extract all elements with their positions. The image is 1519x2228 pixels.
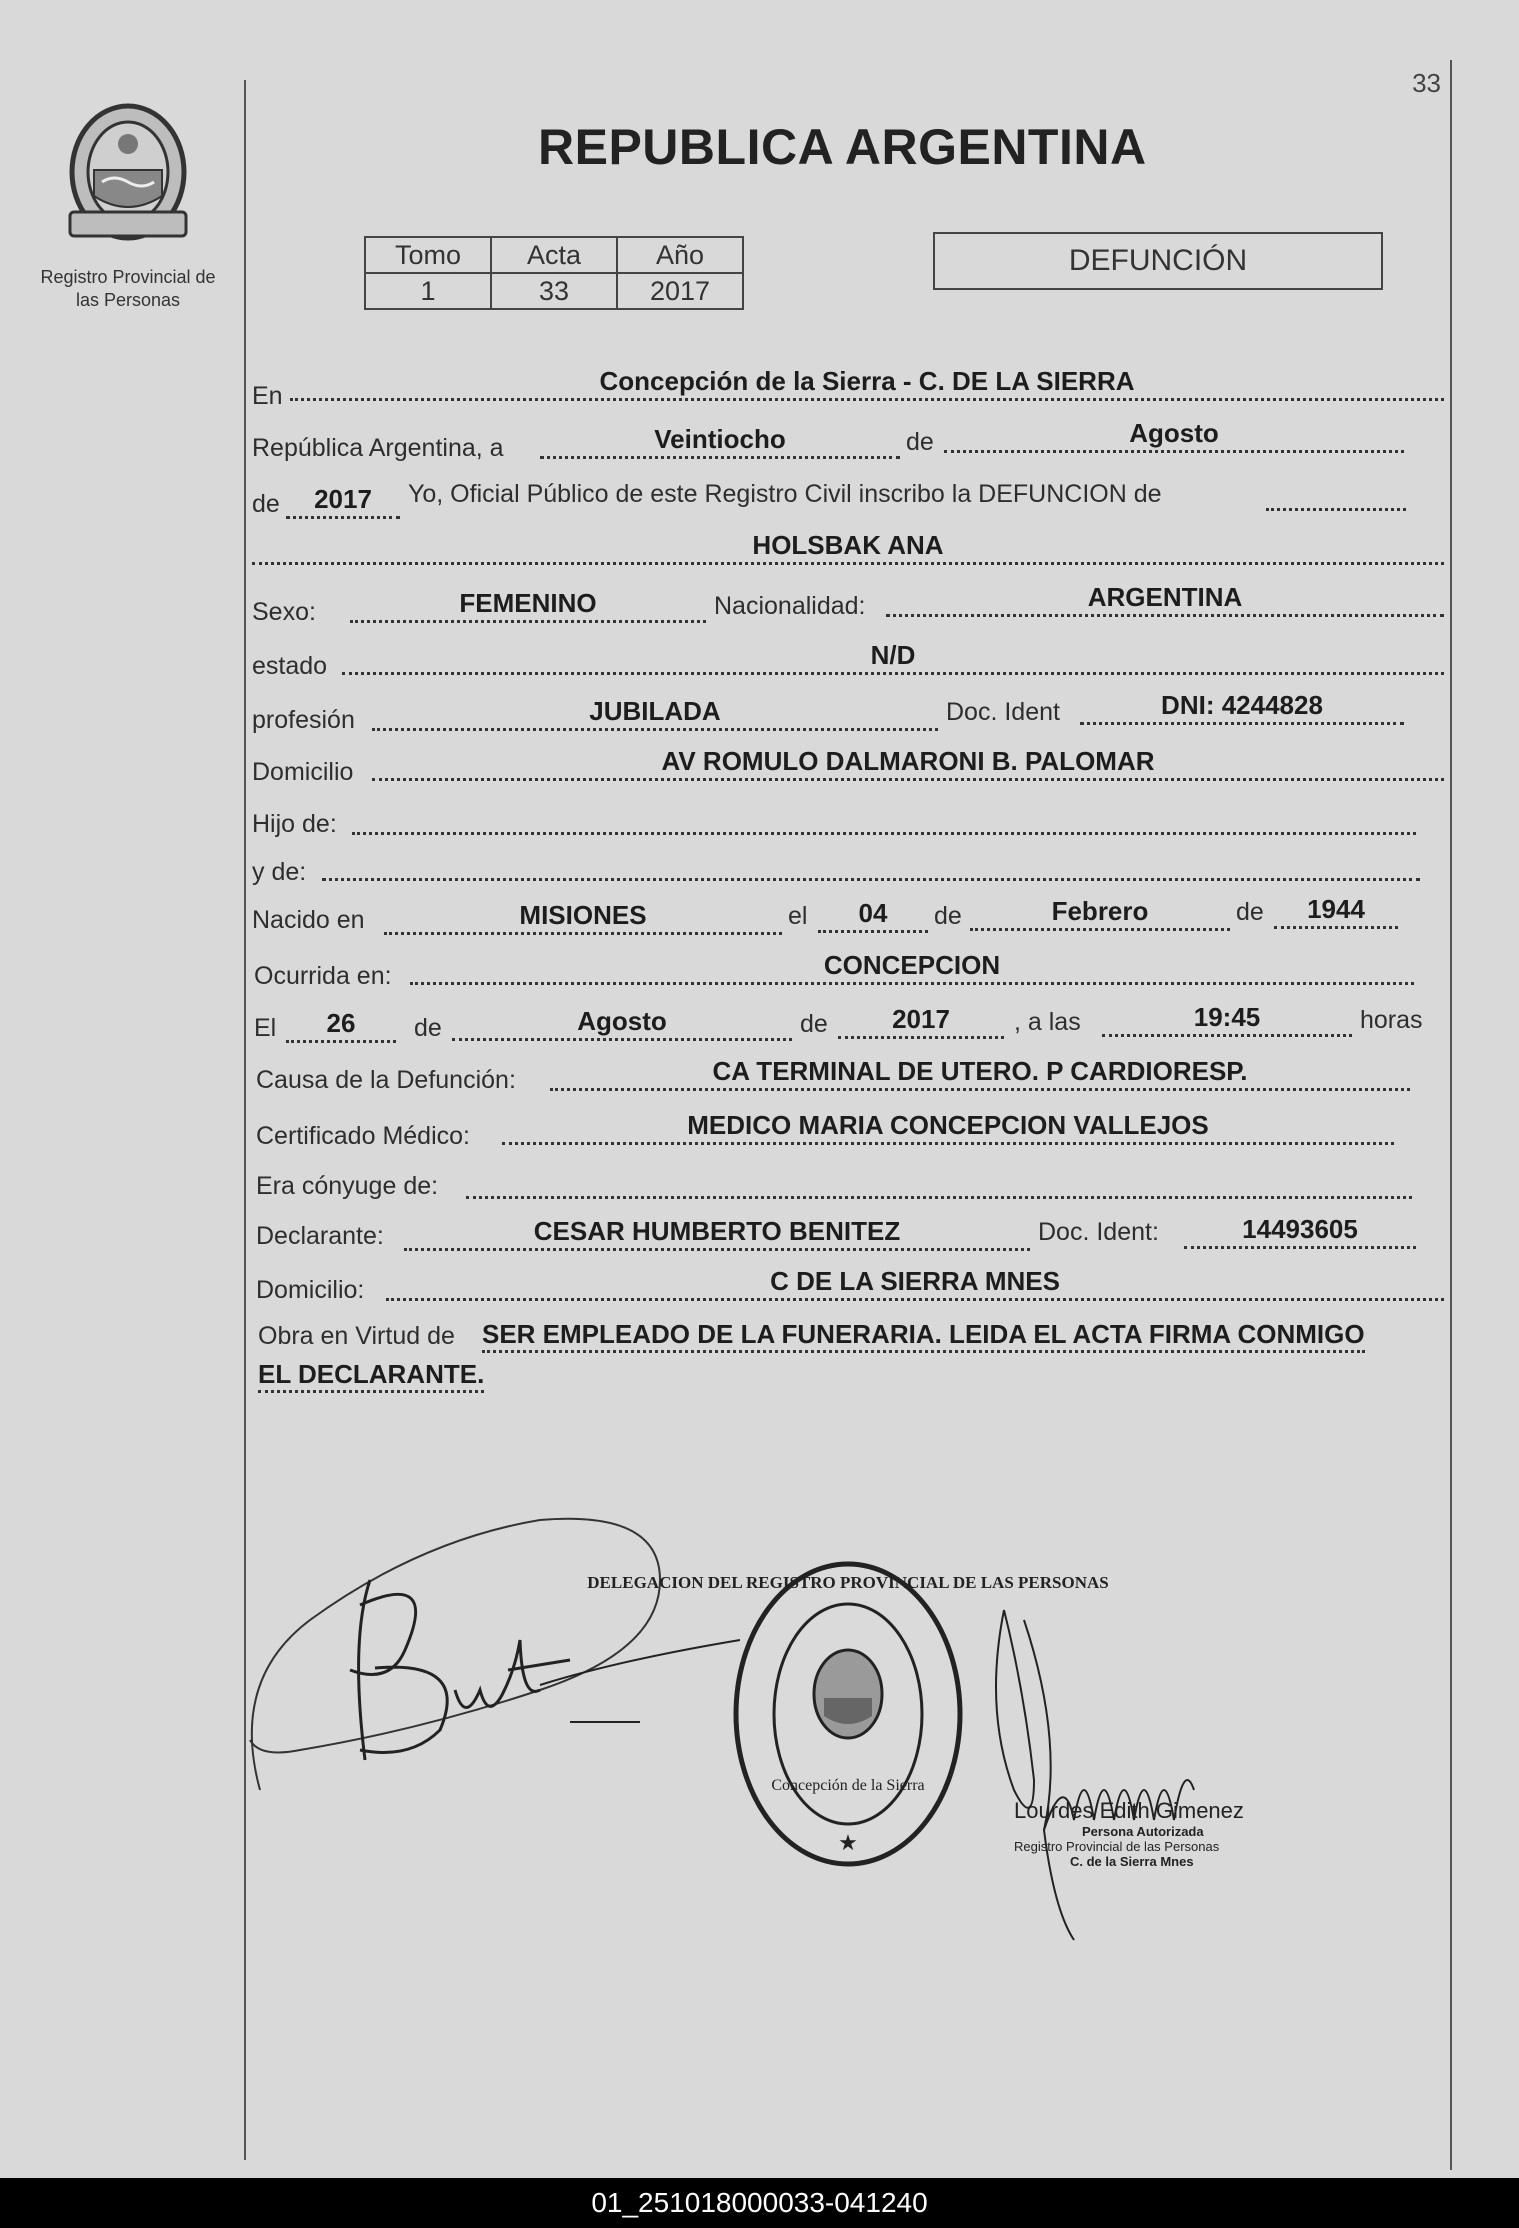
label-sexo: Sexo: [252, 598, 316, 626]
field-declarante-domicilio: C DE LA SIERRA MNES [386, 1266, 1444, 1301]
stamp-inner-text: Concepción de la Sierra [771, 1777, 925, 1794]
header-acta: Acta [491, 237, 617, 273]
label-doc-ident-declarante: Doc. Ident: [1038, 1218, 1159, 1246]
field-declarante-doc: 14493605 [1184, 1214, 1416, 1249]
field-sexo: FEMENINO [350, 588, 706, 623]
official-role: Persona Autorizada [1082, 1824, 1204, 1839]
record-table-header-row [365, 237, 743, 273]
stamp-ring-text: DELEGACION DEL REGISTRO PROVINCIAL DE LAS PERSONAS [587, 1573, 1109, 1592]
label-ocurrida-en: Ocurrida en: [254, 962, 392, 990]
label-a-las: , a las [1014, 1008, 1081, 1036]
field-hora: 19:45 [1102, 1002, 1352, 1037]
official-block [1014, 1798, 1244, 1869]
field-nacido-en: MISIONES [384, 900, 782, 935]
label-domicilio: Domicilio [252, 758, 354, 786]
logo-caption-line1: Registro Provincial de [40, 267, 216, 287]
field-conyuge [466, 1182, 1412, 1199]
field-lugar: Concepción de la Sierra - C. DE LA SIERRA [290, 366, 1444, 401]
official-signature [984, 1590, 1264, 1950]
label-declarante: Declarante: [256, 1222, 384, 1250]
header-tomo: Tomo [365, 237, 491, 273]
field-anio-registro: 2017 [286, 484, 400, 519]
label-causa: Causa de la Defunción: [256, 1066, 516, 1094]
field-declarante: CESAR HUMBERTO BENITEZ [404, 1216, 1030, 1251]
field-nacido-dia: 04 [818, 898, 928, 933]
field-certificado: MEDICO MARIA CONCEPCION VALLEJOS [502, 1110, 1394, 1145]
field-obra-linea2: EL DECLARANTE. [258, 1358, 484, 1393]
label-doc-ident: Doc. Ident [946, 698, 1060, 726]
declarant-signature [240, 1500, 760, 1800]
right-margin-line [1450, 60, 1452, 2170]
field-nacido-mes: Febrero [970, 896, 1230, 931]
label-certificado: Certificado Médico: [256, 1122, 470, 1150]
official-name: Lourdes Edith Gimenez [1014, 1798, 1244, 1823]
label-de-5: de [414, 1014, 442, 1042]
field-hijo-de [352, 818, 1416, 835]
field-fallecio-dia: 26 [286, 1008, 396, 1043]
label-conyuge: Era cónyuge de: [256, 1172, 439, 1200]
label-domicilio-declarante: Domicilio: [256, 1276, 365, 1304]
label-el-lower: el [788, 902, 808, 930]
official-org: Registro Provincial de las Personas [1014, 1839, 1220, 1854]
field-fallecio-anio: 2017 [838, 1004, 1004, 1039]
label-republica: República Argentina, a [252, 434, 504, 462]
label-hijo-de: Hijo de: [252, 810, 337, 838]
label-horas: horas [1360, 1006, 1423, 1034]
official-place: C. de la Sierra Mnes [1070, 1854, 1194, 1869]
label-yo: Yo, Oficial Público de este Registro Civil inscribo la DEFUNCION de [408, 480, 1162, 508]
field-domicilio: AV ROMULO DALMARONI B. PALOMAR [372, 746, 1444, 781]
field-profesion: JUBILADA [372, 696, 938, 731]
value-acta: 33 [491, 273, 617, 309]
logo-caption-line2: las Personas [75, 290, 181, 310]
label-obra: Obra en Virtud de [258, 1322, 455, 1350]
field-nacionalidad: ARGENTINA [886, 582, 1444, 617]
field-y-de [322, 864, 1420, 881]
label-de-6: de [800, 1010, 828, 1038]
label-el-cap: El [254, 1014, 277, 1042]
label-de-4: de [1236, 898, 1264, 926]
value-anio: 2017 [617, 273, 743, 309]
value-tomo: 1 [365, 273, 491, 309]
field-obra-linea1: SER EMPLEADO DE LA FUNERARIA. LEIDA EL ACTA FIRMA CONMIGO [482, 1318, 1365, 1353]
official-stamp [587, 1554, 1109, 1874]
left-margin-line [244, 80, 246, 2160]
record-table [364, 236, 744, 310]
label-nacionalidad: Nacionalidad: [714, 592, 866, 620]
record-table-value-row [365, 273, 743, 309]
field-fallecio-mes: Agosto [452, 1006, 792, 1041]
page-number: 33 [1412, 68, 1441, 98]
field-nombre: HOLSBAK ANA [252, 530, 1444, 565]
field-causa: CA TERMINAL DE UTERO. P CARDIORESP. [550, 1056, 1410, 1091]
field-defuncion-de-blank [1266, 494, 1406, 511]
field-ocurrida-en: CONCEPCION [410, 950, 1414, 985]
label-nacido-en: Nacido en [252, 906, 365, 934]
header-anio: Año [617, 237, 743, 273]
label-de-2: de [252, 490, 280, 518]
label-de-1: de [906, 428, 934, 456]
logo-caption [28, 266, 228, 312]
field-documento: DNI: 4244828 [1080, 690, 1404, 725]
label-profesion: profesión [252, 706, 355, 734]
field-nacido-anio: 1944 [1274, 894, 1398, 929]
label-de-3: de [934, 902, 962, 930]
field-mes-registro: Agosto [944, 418, 1404, 453]
document-type-box: DEFUNCIÓN [933, 232, 1383, 290]
province-seal-logo [58, 100, 198, 248]
field-dia-registro: Veintiocho [540, 424, 900, 459]
label-estado: estado [252, 652, 328, 680]
field-estado: N/D [342, 640, 1444, 675]
footer-code: 01_251018000033-041240 [0, 2178, 1519, 2228]
page-title: REPUBLICA ARGENTINA [538, 119, 1147, 175]
label-en: En [252, 382, 283, 410]
stamp-star-icon: ★ [838, 1830, 858, 1855]
label-y-de: y de: [252, 858, 307, 886]
